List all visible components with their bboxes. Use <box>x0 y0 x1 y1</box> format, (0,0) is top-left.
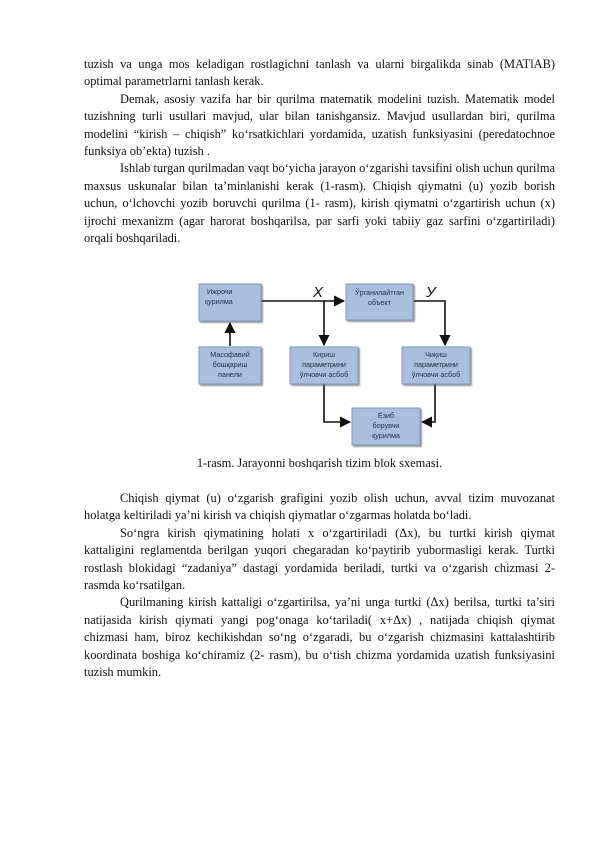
svg-text:панели <box>218 370 242 379</box>
svg-text:қурилма <box>372 431 400 440</box>
box-executor-line: Ижрочи <box>207 287 233 296</box>
box-input-meter-line: ўлчовчи асбоб <box>299 370 349 379</box>
box-output-meter <box>402 347 470 384</box>
box-input-meter-line: Кириш <box>313 350 335 359</box>
box-executor <box>199 284 261 321</box>
paragraph: Demak, asosiy vazifa har bir qurilma matematik modelini tuzish. Matematik model tuzishning turli usullari mavjud, ular bilan tanishgansiz. Mavjud usullardan biri, qurilma modelini “kirish – chiqish” ko‘rsatkichlari yordamida, uzatish funksiyasini (peredatochnoe funksiya ob’ekta) tuzish . <box>84 91 555 159</box>
svg-text:Кириш <box>313 350 335 359</box>
connector-output-to-recorder <box>422 384 435 422</box>
figure-caption: 1-rasm. Jarayonni boshqarish tizim blok sxemasi. <box>196 456 443 470</box>
connector-input-to-recorder <box>324 384 350 422</box>
box-output-meter-line: ўлчовчи асбоб <box>411 370 461 379</box>
box-recorder-line: борувчи <box>372 421 400 430</box>
connector-y <box>414 301 445 345</box>
svg-text:объект <box>368 298 392 307</box>
svg-text:параметрини <box>414 360 458 369</box>
svg-text:Ёзиб <box>378 411 394 420</box>
svg-text:Масофавий <box>210 350 250 359</box>
text-block-top <box>84 56 555 247</box>
box-remote-line: панели <box>218 370 242 379</box>
box-input-meter <box>290 347 358 384</box>
box-recorder-line: Ёзиб <box>377 411 395 420</box>
text-block-bottom <box>84 490 555 681</box>
box-object <box>346 284 413 320</box>
svg-text:борувчи <box>373 421 400 430</box>
paragraph: Ishlab turgan qurilmadan vaqt bo‘yicha jarayon o‘zgarishi tavsifini olish uchun qurilma maxsus uskunalar bilan ta’minlanishi kerak (1-rasm). Chiqish qiymatni (u) yozib borish uchun, o‘lchovchi yozib boruvchi qurilma (1- rasm), kirish qiymatni o‘zgartirish uchun (x) ijrochi mexanizm (agar harorat boshqarilsa, par sarfi yoki tabiiy gaz sarfini o‘zgartiriladi) orqali boshqariladi. <box>84 161 555 246</box>
svg-text:Чиқиш <box>425 350 447 359</box>
box-executor-line: қурилма <box>205 297 233 306</box>
svg-text:Ўрганилайтган <box>355 288 404 297</box>
box-object-line: объект <box>368 298 391 307</box>
box-remote-line: бошқариш <box>212 360 248 369</box>
paragraph: So‘ngra kirish qiymatining holati x o‘zgartiriladi (Δx), bu turtki kirish qiymat kattaligini reglamentda berilgan yuqori chegaradan ko‘paytirib yubormasligi kerak. Turtki rostlash blokidagi “zadaniya” dastagi yordamida beriladi, turtki va o‘zgarish chizmasi 2- rasmda ko‘rsatilgan. <box>84 525 555 593</box>
svg-text:параметрини <box>302 360 346 369</box>
svg-text:қурилма <box>205 297 233 306</box>
paragraph: Chiqish qiymat (u) o‘zgarish grafigini yozib olish uchun, avval tizim muvozanat holatga keltiriladi ya’ni kirish va chiqish qiymatlar o‘zgarmas holatda bo‘ladi. <box>84 491 555 523</box>
box-output-meter-line: Чиқиш <box>425 350 447 359</box>
box-output-meter-line: параметрини <box>414 360 458 369</box>
svg-text:ўлчовчи асбоб <box>300 370 348 379</box>
box-input-meter-line: параметрини <box>302 360 346 369</box>
paragraph: Qurilmaning kirish kattaligi o‘zgartirilsa, ya’ni unga turtki (Δx) berilsa, turtki ta’siri natijasida kirish qiymati yangi pog‘onaga ko‘tariladi( x+Δx) , natijada chiqish qiymat chizmasi ham, biroz kechikishdan so‘ng o‘zgaradi, bu o‘zgarish chizmasini kattalashtirib koordinata boshiga ko‘chiramiz (2- rasm), bu o‘tish chizma yordamida uzatish funksiyasini tuzish mumkin. <box>84 595 555 680</box>
block-diagram <box>195 280 480 450</box>
svg-text:ўлчовчи асбоб <box>412 370 460 379</box>
label-y: У <box>426 284 436 301</box>
box-remote-line: Масофавий <box>210 350 250 359</box>
svg-text:Ижрочи <box>207 287 233 296</box>
paragraph: tuzish va unga mos keladigan rostlagichni tanlash va ularni birgalikda sinab (MATlAB) optimal parametrlarni tanlash kerak. <box>84 57 555 89</box>
svg-text:бошқариш <box>213 360 248 369</box>
label-x: X <box>313 284 324 301</box>
box-object-line: Ўрганилайтган <box>355 288 404 297</box>
box-recorder <box>352 408 420 445</box>
box-recorder-line: қурилма <box>372 431 400 440</box>
box-remote-panel <box>199 347 261 384</box>
